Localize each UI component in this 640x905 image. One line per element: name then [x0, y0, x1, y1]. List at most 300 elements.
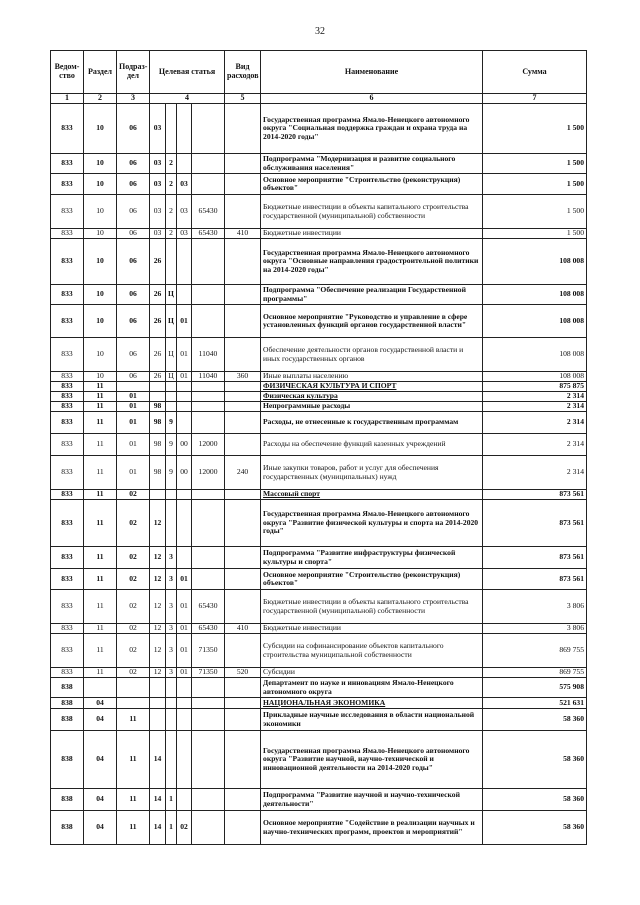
subprogram-code-cell: 9: [166, 456, 177, 490]
vedomstvo-cell: 838: [51, 789, 84, 811]
vedomstvo-cell: 833: [51, 382, 84, 392]
podrazdel-cell: 02: [117, 490, 150, 500]
program-code-cell: 14: [150, 789, 166, 811]
razdel-cell: 11: [84, 490, 117, 500]
razdel-cell: 10: [84, 285, 117, 305]
vid-rashodov-cell: [225, 239, 261, 285]
vedomstvo-cell: 838: [51, 811, 84, 845]
table-row: [51, 547, 587, 569]
vid-rashodov-cell: [225, 104, 261, 154]
program-code-cell: 12: [150, 547, 166, 569]
event-code-cell: [177, 412, 192, 434]
vid-rashodov-cell: [225, 709, 261, 731]
razdel-cell: 10: [84, 195, 117, 229]
sum-cell: 58 360: [483, 709, 587, 731]
program-code-cell: [150, 392, 166, 402]
direction-code-cell: 11040: [192, 338, 225, 372]
direction-code-cell: [192, 698, 225, 709]
vedomstvo-cell: 833: [51, 434, 84, 456]
sum-cell: 1 500: [483, 104, 587, 154]
program-code-cell: 12: [150, 590, 166, 624]
razdel-cell: 10: [84, 239, 117, 285]
podrazdel-cell: 11: [117, 811, 150, 845]
podrazdel-cell: 01: [117, 392, 150, 402]
name-cell: Основное мероприятие "Строительство (реконструкция) объектов": [261, 174, 483, 195]
subprogram-code-cell: Ц: [166, 285, 177, 305]
podrazdel-cell: 01: [117, 402, 150, 412]
sum-cell: 875 875: [483, 382, 587, 392]
header-row: [51, 51, 587, 94]
name-cell: Бюджетные инвестиции: [261, 229, 483, 239]
direction-code-cell: 65430: [192, 624, 225, 634]
razdel-cell: 04: [84, 698, 117, 709]
subprogram-code-cell: [166, 731, 177, 789]
subprogram-code-cell: 2: [166, 174, 177, 195]
event-code-cell: 01: [177, 624, 192, 634]
vid-rashodov-cell: [225, 154, 261, 174]
razdel-cell: 11: [84, 624, 117, 634]
event-code-cell: 00: [177, 434, 192, 456]
subprogram-code-cell: Ц: [166, 305, 177, 338]
table-row: [51, 456, 587, 490]
table-row: [51, 698, 587, 709]
razdel-cell: 04: [84, 731, 117, 789]
razdel-cell: 11: [84, 402, 117, 412]
vedomstvo-cell: 833: [51, 372, 84, 382]
podrazdel-cell: 06: [117, 305, 150, 338]
podrazdel-cell: 11: [117, 731, 150, 789]
event-code-cell: [177, 709, 192, 731]
col-number: 6: [261, 94, 483, 104]
subprogram-code-cell: 9: [166, 412, 177, 434]
event-code-cell: [177, 500, 192, 547]
podrazdel-cell: 02: [117, 590, 150, 624]
razdel-cell: 10: [84, 104, 117, 154]
direction-code-cell: [192, 305, 225, 338]
name-cell: Непрограммные расходы: [261, 402, 483, 412]
vedomstvo-cell: 833: [51, 402, 84, 412]
program-code-cell: [150, 678, 166, 698]
table-row: [51, 678, 587, 698]
subprogram-code-cell: [166, 239, 177, 285]
podrazdel-cell: [117, 382, 150, 392]
program-code-cell: 12: [150, 500, 166, 547]
program-code-cell: 98: [150, 412, 166, 434]
podrazdel-cell: 02: [117, 569, 150, 590]
program-code-cell: 26: [150, 305, 166, 338]
razdel-cell: 04: [84, 811, 117, 845]
program-code-cell: 14: [150, 811, 166, 845]
podrazdel-cell: 06: [117, 154, 150, 174]
subprogram-code-cell: [166, 709, 177, 731]
table-row: [51, 668, 587, 678]
sum-cell: 58 360: [483, 789, 587, 811]
table-row: [51, 338, 587, 372]
event-code-cell: [177, 285, 192, 305]
vid-rashodov-cell: [225, 412, 261, 434]
name-cell: Основное мероприятие "Содействие в реализации научных и научно-технических программ, проектов и мероприятий": [261, 811, 483, 845]
direction-code-cell: [192, 547, 225, 569]
direction-code-cell: [192, 569, 225, 590]
program-code-cell: 98: [150, 402, 166, 412]
sum-cell: 1 500: [483, 195, 587, 229]
subprogram-code-cell: [166, 678, 177, 698]
vedomstvo-cell: 833: [51, 634, 84, 668]
sum-cell: 108 008: [483, 372, 587, 382]
podrazdel-cell: 02: [117, 624, 150, 634]
event-code-cell: 01: [177, 569, 192, 590]
direction-code-cell: [192, 731, 225, 789]
direction-code-cell: [192, 392, 225, 402]
event-code-cell: [177, 547, 192, 569]
table-row: [51, 624, 587, 634]
program-code-cell: 03: [150, 174, 166, 195]
razdel-cell: 11: [84, 547, 117, 569]
sum-cell: 873 561: [483, 547, 587, 569]
name-cell: НАЦИОНАЛЬНАЯ ЭКОНОМИКА: [261, 698, 483, 709]
col-number: 5: [225, 94, 261, 104]
vid-rashodov-cell: [225, 195, 261, 229]
direction-code-cell: [192, 789, 225, 811]
vedomstvo-cell: 833: [51, 412, 84, 434]
program-code-cell: 12: [150, 569, 166, 590]
event-code-cell: 00: [177, 456, 192, 490]
vedomstvo-cell: 833: [51, 239, 84, 285]
razdel-cell: 04: [84, 789, 117, 811]
podrazdel-cell: 06: [117, 285, 150, 305]
event-code-cell: [177, 789, 192, 811]
sum-cell: 1 500: [483, 154, 587, 174]
direction-code-cell: [192, 402, 225, 412]
vid-rashodov-cell: [225, 634, 261, 668]
vid-rashodov-cell: [225, 698, 261, 709]
sum-cell: 108 008: [483, 305, 587, 338]
program-code-cell: [150, 709, 166, 731]
vid-rashodov-cell: 240: [225, 456, 261, 490]
name-cell: ФИЗИЧЕСКАЯ КУЛЬТУРА И СПОРТ: [261, 382, 483, 392]
event-code-cell: 02: [177, 811, 192, 845]
vid-rashodov-cell: [225, 789, 261, 811]
program-code-cell: 98: [150, 456, 166, 490]
direction-code-cell: [192, 678, 225, 698]
program-code-cell: 98: [150, 434, 166, 456]
name-cell: Физическая культура: [261, 392, 483, 402]
event-code-cell: [177, 392, 192, 402]
program-code-cell: 12: [150, 668, 166, 678]
direction-code-cell: [192, 285, 225, 305]
sum-cell: 869 755: [483, 668, 587, 678]
subprogram-code-cell: 2: [166, 195, 177, 229]
razdel-cell: 10: [84, 305, 117, 338]
program-code-cell: [150, 490, 166, 500]
vedomstvo-cell: 833: [51, 668, 84, 678]
subprogram-code-cell: [166, 500, 177, 547]
sum-cell: 3 806: [483, 590, 587, 624]
subprogram-code-cell: 1: [166, 789, 177, 811]
event-code-cell: 01: [177, 634, 192, 668]
name-cell: Иные выплаты населению: [261, 372, 483, 382]
name-cell: Субсидии: [261, 668, 483, 678]
event-code-cell: [177, 104, 192, 154]
program-code-cell: 14: [150, 731, 166, 789]
name-cell: Подпрограмма "Развитие научной и научно-технической деятельности": [261, 789, 483, 811]
subprogram-code-cell: [166, 104, 177, 154]
table-row: [51, 174, 587, 195]
vid-rashodov-cell: [225, 547, 261, 569]
subprogram-code-cell: 3: [166, 624, 177, 634]
razdel-cell: [84, 678, 117, 698]
razdel-cell: 11: [84, 412, 117, 434]
direction-code-cell: [192, 104, 225, 154]
podrazdel-cell: 01: [117, 434, 150, 456]
name-cell: Государственная программа Ямало-Ненецкого автономного округа "Социальная поддержка граждан и охрана труда на 2014-2020 годы": [261, 104, 483, 154]
vedomstvo-cell: 833: [51, 456, 84, 490]
subprogram-code-cell: 3: [166, 569, 177, 590]
name-cell: Подпрограмма "Развитие инфраструктуры физической культуры и спорта": [261, 547, 483, 569]
vid-rashodov-cell: 360: [225, 372, 261, 382]
vid-rashodov-cell: [225, 678, 261, 698]
sum-cell: 873 561: [483, 500, 587, 547]
name-cell: Подпрограмма "Обеспечение реализации Государственной программы": [261, 285, 483, 305]
col-number: 7: [483, 94, 587, 104]
razdel-cell: 11: [84, 500, 117, 547]
vid-rashodov-cell: [225, 569, 261, 590]
direction-code-cell: [192, 174, 225, 195]
budget-table: [50, 50, 587, 845]
vid-rashodov-cell: [225, 402, 261, 412]
direction-code-cell: [192, 709, 225, 731]
column-number-row: [51, 94, 587, 104]
direction-code-cell: [192, 412, 225, 434]
direction-code-cell: 12000: [192, 456, 225, 490]
table-row: [51, 229, 587, 239]
razdel-cell: 11: [84, 590, 117, 624]
name-cell: Основное мероприятие "Руководство и управление в сфере установленных функций органов государственной власти": [261, 305, 483, 338]
subprogram-code-cell: 2: [166, 154, 177, 174]
name-cell: Основное мероприятие "Строительство (реконструкция) объектов": [261, 569, 483, 590]
event-code-cell: 01: [177, 372, 192, 382]
podrazdel-cell: 06: [117, 239, 150, 285]
event-code-cell: 01: [177, 590, 192, 624]
subprogram-code-cell: 2: [166, 229, 177, 239]
razdel-cell: 04: [84, 709, 117, 731]
subprogram-code-cell: [166, 402, 177, 412]
vedomstvo-cell: 833: [51, 392, 84, 402]
sum-cell: 869 755: [483, 634, 587, 668]
col-number: 3: [117, 94, 150, 104]
table-row: [51, 500, 587, 547]
program-code-cell: 03: [150, 229, 166, 239]
subprogram-code-cell: 1: [166, 811, 177, 845]
name-cell: Обеспечение деятельности органов государственной власти и иных государственных органов: [261, 338, 483, 372]
sum-cell: 2 314: [483, 412, 587, 434]
table-row: [51, 195, 587, 229]
direction-code-cell: [192, 500, 225, 547]
podrazdel-cell: 06: [117, 372, 150, 382]
podrazdel-cell: [117, 678, 150, 698]
razdel-cell: 11: [84, 382, 117, 392]
program-code-cell: [150, 698, 166, 709]
direction-code-cell: [192, 382, 225, 392]
table-row: [51, 811, 587, 845]
sum-cell: 3 806: [483, 624, 587, 634]
razdel-cell: 11: [84, 434, 117, 456]
razdel-cell: 11: [84, 668, 117, 678]
program-code-cell: 26: [150, 239, 166, 285]
col-number: 2: [84, 94, 117, 104]
table-row: [51, 709, 587, 731]
table-row: [51, 239, 587, 285]
vedomstvo-cell: 833: [51, 338, 84, 372]
direction-code-cell: [192, 154, 225, 174]
name-cell: Субсидии на софинансирование объектов капитального строительства муниципальной собственности: [261, 634, 483, 668]
program-code-cell: 03: [150, 195, 166, 229]
table-row: [51, 382, 587, 392]
vedomstvo-cell: 833: [51, 490, 84, 500]
podrazdel-cell: 11: [117, 709, 150, 731]
table-row: [51, 789, 587, 811]
razdel-cell: 11: [84, 634, 117, 668]
direction-code-cell: 65430: [192, 590, 225, 624]
col-header-podrazdel: Подраз-дел: [117, 51, 150, 94]
vid-rashodov-cell: [225, 392, 261, 402]
razdel-cell: 10: [84, 154, 117, 174]
event-code-cell: [177, 698, 192, 709]
subprogram-code-cell: 9: [166, 434, 177, 456]
event-code-cell: 03: [177, 229, 192, 239]
sum-cell: 1 500: [483, 174, 587, 195]
direction-code-cell: [192, 811, 225, 845]
vedomstvo-cell: 833: [51, 305, 84, 338]
vedomstvo-cell: 833: [51, 229, 84, 239]
podrazdel-cell: 01: [117, 412, 150, 434]
name-cell: Расходы на обеспечение функций казенных учреждений: [261, 434, 483, 456]
program-code-cell: 12: [150, 634, 166, 668]
event-code-cell: [177, 490, 192, 500]
sum-cell: 108 008: [483, 338, 587, 372]
podrazdel-cell: 02: [117, 668, 150, 678]
name-cell: Массовый спорт: [261, 490, 483, 500]
subprogram-code-cell: [166, 490, 177, 500]
podrazdel-cell: 02: [117, 634, 150, 668]
sum-cell: 2 314: [483, 402, 587, 412]
razdel-cell: 11: [84, 392, 117, 402]
vid-rashodov-cell: [225, 590, 261, 624]
podrazdel-cell: 11: [117, 789, 150, 811]
table-row: [51, 634, 587, 668]
sum-cell: 1 500: [483, 229, 587, 239]
page-number: 32: [315, 26, 325, 37]
table-row: [51, 392, 587, 402]
event-code-cell: [177, 402, 192, 412]
subprogram-code-cell: [166, 382, 177, 392]
program-code-cell: 03: [150, 104, 166, 154]
table-row: [51, 285, 587, 305]
direction-code-cell: [192, 490, 225, 500]
event-code-cell: [177, 239, 192, 285]
vedomstvo-cell: 838: [51, 731, 84, 789]
name-cell: Бюджетные инвестиции в объекты капитального строительства государственной (муниципальной) собственности: [261, 590, 483, 624]
name-cell: Департамент по науке и инновациям Ямало-Ненецкого автономного округа: [261, 678, 483, 698]
direction-code-cell: 71350: [192, 668, 225, 678]
vedomstvo-cell: 833: [51, 590, 84, 624]
table-row: [51, 104, 587, 154]
vedomstvo-cell: 833: [51, 547, 84, 569]
vid-rashodov-cell: 410: [225, 624, 261, 634]
vid-rashodov-cell: [225, 500, 261, 547]
sum-cell: 873 561: [483, 490, 587, 500]
podrazdel-cell: [117, 698, 150, 709]
sum-cell: 575 908: [483, 678, 587, 698]
vid-rashodov-cell: 410: [225, 229, 261, 239]
vid-rashodov-cell: [225, 490, 261, 500]
col-header-celevaya-statya: Целевая статья: [150, 51, 225, 94]
subprogram-code-cell: 3: [166, 668, 177, 678]
event-code-cell: 01: [177, 338, 192, 372]
col-header-vedomstvo: Ведом-ство: [51, 51, 84, 94]
event-code-cell: [177, 731, 192, 789]
name-cell: Государственная программа Ямало-Ненецкого автономного округа "Развитие научной, научно-технической и инновационной деятельности на 2014-2020 годы": [261, 731, 483, 789]
razdel-cell: 10: [84, 229, 117, 239]
razdel-cell: 10: [84, 372, 117, 382]
vedomstvo-cell: 833: [51, 500, 84, 547]
vedomstvo-cell: 838: [51, 698, 84, 709]
razdel-cell: 10: [84, 338, 117, 372]
col-header-summa: Сумма: [483, 51, 587, 94]
table-row: [51, 569, 587, 590]
event-code-cell: 01: [177, 305, 192, 338]
col-header-naimenovanie: Наименование: [261, 51, 483, 94]
sum-cell: 2 314: [483, 434, 587, 456]
program-code-cell: [150, 382, 166, 392]
vid-rashodov-cell: [225, 382, 261, 392]
table-row: [51, 305, 587, 338]
sum-cell: 2 314: [483, 392, 587, 402]
event-code-cell: [177, 382, 192, 392]
event-code-cell: [177, 154, 192, 174]
vid-rashodov-cell: [225, 285, 261, 305]
col-header-vid-rashodov: Вид расходов: [225, 51, 261, 94]
table-row: [51, 372, 587, 382]
direction-code-cell: 71350: [192, 634, 225, 668]
name-cell: Государственная программа Ямало-Ненецкого автономного округа "Развитие физической культуры и спорта на 2014-2020 годы": [261, 500, 483, 547]
podrazdel-cell: 01: [117, 456, 150, 490]
name-cell: Расходы, не отнесенные к государственным программам: [261, 412, 483, 434]
table-row: [51, 490, 587, 500]
event-code-cell: 01: [177, 668, 192, 678]
name-cell: Государственная программа Ямало-Ненецкого автономного округа "Основные направления градостроительной политики на 2014-2020 годы": [261, 239, 483, 285]
direction-code-cell: [192, 239, 225, 285]
subprogram-code-cell: Ц: [166, 338, 177, 372]
direction-code-cell: 65430: [192, 229, 225, 239]
subprogram-code-cell: [166, 698, 177, 709]
program-code-cell: 26: [150, 338, 166, 372]
name-cell: Прикладные научные исследования в области национальной экономики: [261, 709, 483, 731]
table-row: [51, 412, 587, 434]
subprogram-code-cell: 3: [166, 547, 177, 569]
vid-rashodov-cell: [225, 174, 261, 195]
podrazdel-cell: 06: [117, 229, 150, 239]
sum-cell: 58 360: [483, 811, 587, 845]
sum-cell: 873 561: [483, 569, 587, 590]
sum-cell: 2 314: [483, 456, 587, 490]
podrazdel-cell: 02: [117, 547, 150, 569]
col-header-razdel: Раздел: [84, 51, 117, 94]
table-row: [51, 434, 587, 456]
name-cell: Подпрограмма "Модернизация и развитие социального обслуживания населения": [261, 154, 483, 174]
vedomstvo-cell: 833: [51, 154, 84, 174]
vedomstvo-cell: 833: [51, 624, 84, 634]
